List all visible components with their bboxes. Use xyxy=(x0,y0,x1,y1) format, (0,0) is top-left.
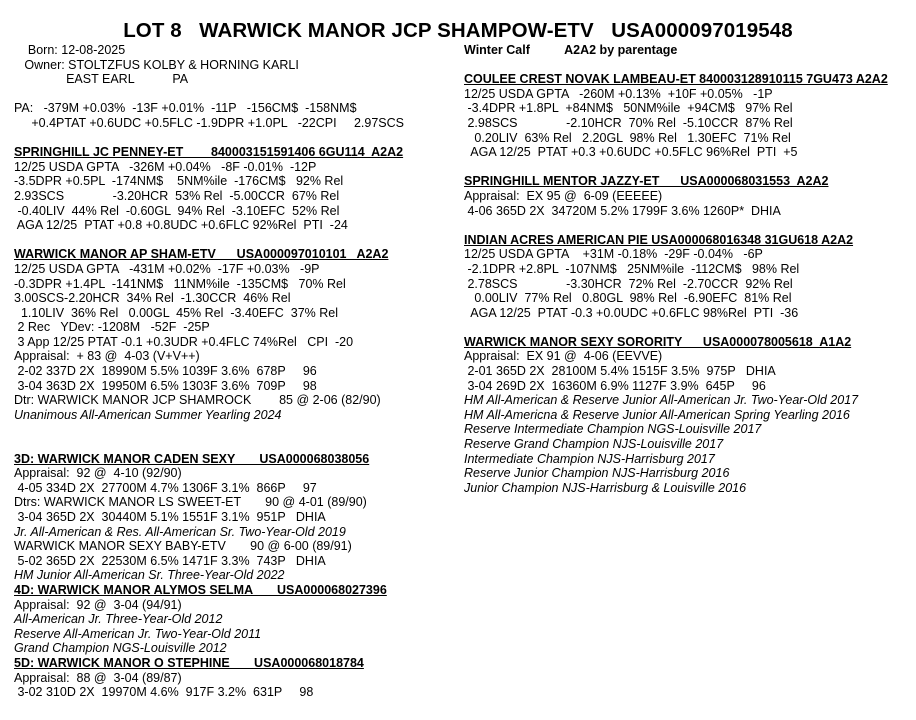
text-line: 2.93SCS -3.20HCR 53% Rel -5.00CCR 67% Rel xyxy=(14,188,340,203)
text-line: Intermediate Champion NJS-Harrisburg 2017 xyxy=(464,451,715,466)
section-heading: WARWICK MANOR AP SHAM-ETV USA000097010101 A2A2 xyxy=(14,247,389,262)
text-line: PA: -379M +0.03% -13F +0.01% -11P -156CM$ -158NM$ xyxy=(14,101,357,116)
section-heading: COULEE CREST NOVAK LAMBEAU-ET 840003128910115 7GU473 A2A2 xyxy=(464,72,888,87)
text-line: 0.20LIV 63% Rel 2.20GL 98% Rel 1.30EFC 71% Rel xyxy=(464,130,791,145)
spacer xyxy=(464,218,909,233)
text-line: Appraisal: EX 91 @ 4-06 (EEVVE) xyxy=(464,349,663,364)
text-line: -2.1DPR +2.8PL -107NM$ 25NM%ile -112CM$ 98% Rel xyxy=(464,261,800,276)
text-line: Dtrs: WARWICK MANOR LS SWEET-ET 90 @ 4-01 (89/90) xyxy=(14,495,367,510)
text-line: 3-04 365D 2X 30440M 5.1% 1551F 3.1% 951P DHIA xyxy=(14,510,326,524)
text-line: -0.3DPR +1.4PL -141NM$ 11NM%ile -135CM$ 70% Rel xyxy=(14,276,346,291)
text-line: All-American Jr. Three-Year-Old 2012 xyxy=(14,612,223,627)
text-line: 0.00LIV 77% Rel 0.80GL 98% Rel -6.90EFC 81% Rel xyxy=(464,291,792,306)
text-line: Owner: STOLTZFUS KOLBY & HORNING KARLI xyxy=(14,57,299,72)
text-line: 5-02 365D 2X 22530M 6.5% 1471F 3.3% 743P DHIA xyxy=(14,553,326,568)
spacer xyxy=(14,131,454,146)
text-line: 2.78SCS -3.30HCR 72% Rel -2.70CCR 92% Rel xyxy=(464,276,793,291)
text-line: HM All-Americna & Reserve Junior All-American Spring Yearling 2016 xyxy=(464,407,850,422)
text-line: Appraisal: 92 @ 3-04 (94/91) xyxy=(14,597,182,612)
text-line: -0.40LIV 44% Rel -0.60GL 94% Rel -3.10EFC 52% Rel xyxy=(14,203,340,218)
text-line: EAST EARL PA xyxy=(14,72,189,87)
spacer xyxy=(14,422,454,437)
text-line: 12/25 USDA GPTA +31M -0.18% -29F -0.04% -6P xyxy=(464,247,763,262)
section-heading: 5D: WARWICK MANOR O STEPHINE USA000068018784 xyxy=(14,655,364,670)
text-line: Appraisal: EX 95 @ 6-09 (EEEEE) xyxy=(464,188,663,203)
text-line: 3.00SCS-2.20HCR 34% Rel -1.30CCR 46% Rel xyxy=(14,291,291,306)
spacer xyxy=(14,87,454,102)
text-line: 12/25 USDA GPTA -326M +0.04% -8F -0.01% -12P xyxy=(14,159,317,174)
text-line: 3-02 310D 2X 19970M 4.6% 917F 3.2% 631P 98 xyxy=(14,685,314,700)
text-line: 4-05 334D 2X 27700M 4.7% 1306F 3.1% 866P 97 xyxy=(14,480,317,495)
text-line: Unanimous All-American Summer Yearling 2024 xyxy=(14,407,282,422)
text-line: 2-01 365D 2X 28100M 5.4% 1515F 3.5% 975P DHIA xyxy=(464,364,776,379)
right-column xyxy=(464,43,909,495)
text-line: Junior Champion NJS-Harrisburg & Louisville 2016 xyxy=(464,480,747,495)
text-line: WARWICK MANOR SEXY BABY-ETV 90 @ 6-00 (89/91) xyxy=(14,539,352,554)
spacer xyxy=(464,320,909,335)
text-line: HM Junior All-American Sr. Three-Year-Old 2022 xyxy=(14,568,285,583)
text-line: Appraisal: 92 @ 4-10 (92/90) xyxy=(14,466,182,481)
section-heading: SPRINGHILL JC PENNEY-ET 840003151591406 6GU114 A2A2 xyxy=(14,145,404,160)
spacer xyxy=(14,437,454,452)
spacer xyxy=(464,58,909,73)
section-heading: 3D: WARWICK MANOR CADEN SEXY USA000068038056 xyxy=(14,451,370,466)
text-line: Reserve Junior Champion NJS-Harrisburg 2016 xyxy=(464,466,730,481)
text-line: 2-02 337D 2X 18990M 5.5% 1039F 3.6% 678P 96 xyxy=(14,364,317,379)
text-line: Reserve Grand Champion NJS-Louisville 2017 xyxy=(464,437,724,452)
text-line: Jr. All-American & Res. All-American Sr. Two-Year-Old 2019 xyxy=(14,524,346,539)
text-line: 2 Rec YDev: -1208M -52F -25P xyxy=(14,320,210,335)
section-heading: INDIAN ACRES AMERICAN PIE USA000068016348 31GU618 A2A2 xyxy=(464,232,854,247)
text-line: -3.5DPR +0.5PL -174NM$ 5NM%ile -176CM$ 92% Rel xyxy=(14,174,344,189)
text-line: AGA 12/25 PTAT +0.8 +0.8UDC +0.6FLC 92%Rel PTI -24 xyxy=(14,218,348,233)
text-line: Appraisal: 88 @ 3-04 (89/87) xyxy=(14,670,182,685)
section-heading: 4D: WARWICK MANOR ALYMOS SELMA USA000068027396 xyxy=(14,582,387,597)
text-line: Reserve Intermediate Champion NGS-Louisville 2017 xyxy=(464,422,762,437)
text-line: Appraisal: + 83 @ 4-03 (V+V++) xyxy=(14,349,200,364)
lot-title: LOT 8 WARWICK MANOR JCP SHAMPOW-ETV USA000097019548 xyxy=(123,19,793,42)
text-line: 12/25 USDA GPTA -431M +0.02% -17F +0.03% -9P xyxy=(14,261,320,276)
text-line: 2.98SCS -2.10HCR 70% Rel -5.10CCR 87% Rel xyxy=(464,115,793,130)
text-line: 3-04 269D 2X 16360M 6.9% 1127F 3.9% 645P 96 xyxy=(464,378,766,393)
text-line: Winter Calf A2A2 by parentage xyxy=(464,43,678,57)
text-line: AGA 12/25 PTAT +0.3 +0.6UDC +0.5FLC 96%Rel PTI +5 xyxy=(464,145,798,160)
text-line: Grand Champion NGS-Louisville 2012 xyxy=(14,641,227,656)
text-line: -3.4DPR +1.8PL +84NM$ 50NM%ile +94CM$ 97% Rel xyxy=(464,101,793,116)
text-line: 1.10LIV 36% Rel 0.00GL 45% Rel -3.40EFC 37% Rel xyxy=(14,305,339,320)
left-column xyxy=(14,43,454,700)
spacer xyxy=(464,160,909,175)
text-line: 12/25 USDA GPTA -260M +0.13% +10F +0.05% -1P xyxy=(464,86,773,101)
text-line: AGA 12/25 PTAT -0.3 +0.0UDC +0.6FLC 98%Rel PTI -36 xyxy=(464,305,799,320)
text-line: 3-04 363D 2X 19950M 6.5% 1303F 3.6% 709P 98 xyxy=(14,378,317,393)
text-line: Reserve All-American Jr. Two-Year-Old 2011 xyxy=(14,626,262,641)
text-line: Dtr: WARWICK MANOR JCP SHAMROCK 85 @ 2-06 (82/90) xyxy=(14,393,381,408)
section-heading: SPRINGHILL MENTOR JAZZY-ET USA000068031553 A2A2 xyxy=(464,174,829,189)
section-heading: WARWICK MANOR SEXY SORORITY USA000078005618 A1A2 xyxy=(464,334,852,349)
text-line: +0.4PTAT +0.6UDC +0.5FLC -1.9DPR +1.0PL -22CPI 2.97SCS xyxy=(14,115,404,130)
spacer xyxy=(14,233,454,248)
text-line: 3 App 12/25 PTAT -0.1 +0.3UDR +0.4FLC 74%Rel CPI -20 xyxy=(14,334,354,349)
text-line: HM All-American & Reserve Junior All-American Jr. Two-Year-Old 2017 xyxy=(464,393,859,408)
text-line: Born: 12-08-2025 xyxy=(14,43,126,57)
text-line: 4-06 365D 2X 34720M 5.2% 1799F 3.6% 1260P* DHIA xyxy=(464,203,781,218)
